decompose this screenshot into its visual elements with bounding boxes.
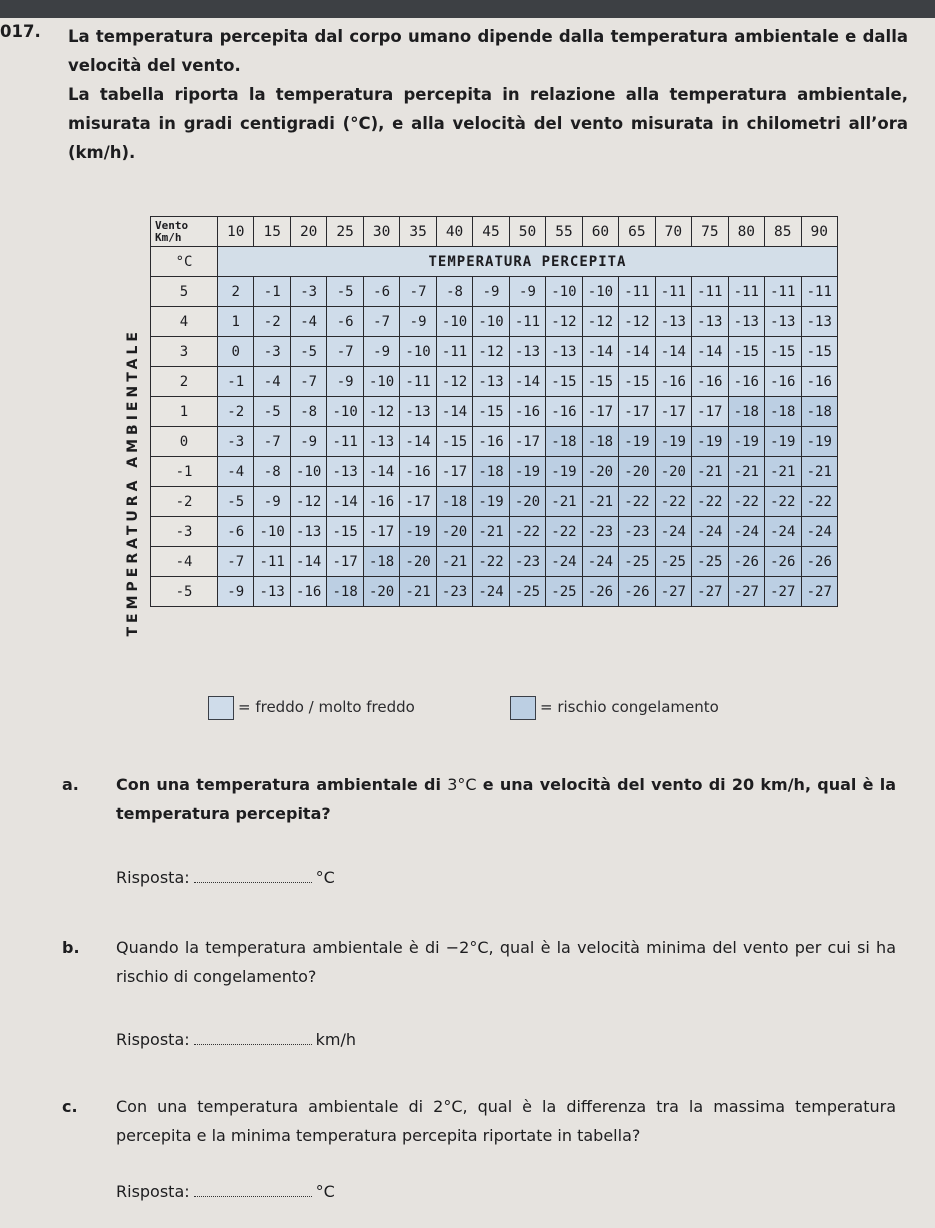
perceived-temperature-cell: -24 bbox=[801, 517, 838, 547]
perceived-temperature-cell: -19 bbox=[619, 427, 655, 457]
perceived-temperature-cell: -11 bbox=[801, 277, 838, 307]
wind-speed-header: 70 bbox=[655, 217, 691, 247]
perceived-temperature-cell: -2 bbox=[254, 307, 290, 337]
perceived-temperature-cell: -21 bbox=[765, 457, 801, 487]
perceived-temperature-cell: -13 bbox=[254, 577, 290, 607]
perceived-temperature-cell: -17 bbox=[363, 517, 399, 547]
perceived-temperature-cell: -20 bbox=[400, 547, 436, 577]
perceived-temperature-cell: -7 bbox=[290, 367, 326, 397]
perceived-temperature-cell: -8 bbox=[290, 397, 326, 427]
perceived-temperature-cell: -16 bbox=[728, 367, 764, 397]
perceived-temperature-cell: -27 bbox=[692, 577, 728, 607]
perceived-temperature-cell: -19 bbox=[400, 517, 436, 547]
perceived-temperature-cell: -13 bbox=[290, 517, 326, 547]
problem-number: 017. bbox=[0, 22, 41, 41]
perceived-temperature-cell: -14 bbox=[692, 337, 728, 367]
perceived-temperature-cell: -11 bbox=[619, 277, 655, 307]
legend-frost-swatch bbox=[510, 696, 536, 720]
perceived-temperature-cell: -24 bbox=[692, 517, 728, 547]
perceived-temperature-cell: -12 bbox=[473, 337, 509, 367]
perceived-temperature-cell: -27 bbox=[801, 577, 838, 607]
perceived-temperature-cell: -26 bbox=[582, 577, 618, 607]
perceived-temperature-cell: -13 bbox=[509, 337, 545, 367]
perceived-temperature-cell: -22 bbox=[765, 487, 801, 517]
perceived-temperature-cell: -22 bbox=[655, 487, 691, 517]
perceived-temperature-cell: -10 bbox=[546, 277, 582, 307]
perceived-temperature-cell: -21 bbox=[801, 457, 838, 487]
wind-speed-header: 40 bbox=[436, 217, 472, 247]
wind-speed-header: 60 bbox=[582, 217, 618, 247]
perceived-temperature-cell: -18 bbox=[582, 427, 618, 457]
perceived-temperature-cell: -11 bbox=[436, 337, 472, 367]
perceived-temperature-cell: -15 bbox=[801, 337, 838, 367]
perceived-temperature-cell: -27 bbox=[728, 577, 764, 607]
ambient-temperature-header: 1 bbox=[151, 397, 218, 427]
wind-speed-header: 90 bbox=[801, 217, 838, 247]
perceived-temperature-cell: -11 bbox=[765, 277, 801, 307]
ambient-temperature-header: 4 bbox=[151, 307, 218, 337]
perceived-temperature-cell: -3 bbox=[218, 427, 254, 457]
wind-speed-header: 85 bbox=[765, 217, 801, 247]
perceived-temperature-cell: -13 bbox=[546, 337, 582, 367]
perceived-temperature-cell: -21 bbox=[582, 487, 618, 517]
perceived-temperature-cell: -9 bbox=[473, 277, 509, 307]
perceived-temperature-cell: -26 bbox=[801, 547, 838, 577]
perceived-temperature-cell: -2 bbox=[218, 397, 254, 427]
table-row bbox=[151, 397, 838, 427]
legend-cold-label: = freddo / molto freddo bbox=[238, 698, 415, 716]
perceived-temperature-cell: -21 bbox=[473, 517, 509, 547]
perceived-temperature-cell: -14 bbox=[290, 547, 326, 577]
perceived-temperature-cell: -13 bbox=[327, 457, 363, 487]
perceived-temperature-cell: -11 bbox=[400, 367, 436, 397]
wind-speed-header: 50 bbox=[509, 217, 545, 247]
perceived-temperature-cell: -19 bbox=[509, 457, 545, 487]
ambient-temperature-header: 5 bbox=[151, 277, 218, 307]
perceived-temperature-cell: -27 bbox=[655, 577, 691, 607]
perceived-temperature-cell: -6 bbox=[327, 307, 363, 337]
perceived-temperature-cell: -7 bbox=[400, 277, 436, 307]
perceived-temperature-cell: -22 bbox=[801, 487, 838, 517]
perceived-temperature-cell: -14 bbox=[400, 427, 436, 457]
perceived-temperature-cell: -10 bbox=[582, 277, 618, 307]
perceived-temperature-cell: -16 bbox=[801, 367, 838, 397]
perceived-temperature-cell: -20 bbox=[436, 517, 472, 547]
perceived-temperature-cell: -9 bbox=[290, 427, 326, 457]
wind-speed-header: 80 bbox=[728, 217, 764, 247]
photo-top-edge bbox=[0, 0, 935, 18]
perceived-temperature-cell: -22 bbox=[728, 487, 764, 517]
perceived-temperature-cell: -4 bbox=[290, 307, 326, 337]
wind-chill-table bbox=[150, 216, 838, 607]
perceived-temperature-cell: -13 bbox=[692, 307, 728, 337]
problem-intro: La temperatura percepita dal corpo umano dipende dalla temperatura ambientale e dalla velocità del vento. bbox=[68, 27, 908, 75]
perceived-temperature-cell: -6 bbox=[218, 517, 254, 547]
perceived-temperature-cell: -12 bbox=[619, 307, 655, 337]
perceived-temperature-cell: -18 bbox=[363, 547, 399, 577]
perceived-temperature-cell: -15 bbox=[728, 337, 764, 367]
perceived-temperature-cell: -10 bbox=[363, 367, 399, 397]
perceived-temperature-banner: TEMPERATURA PERCEPITA bbox=[218, 247, 838, 277]
perceived-temperature-cell: -23 bbox=[509, 547, 545, 577]
answer-b-blank[interactable] bbox=[194, 1030, 312, 1045]
perceived-temperature-cell: -11 bbox=[692, 277, 728, 307]
perceived-temperature-cell: -18 bbox=[801, 397, 838, 427]
wind-speed-header: 45 bbox=[473, 217, 509, 247]
table-row bbox=[151, 487, 838, 517]
perceived-temperature-cell: -19 bbox=[546, 457, 582, 487]
perceived-temperature-cell: -12 bbox=[290, 487, 326, 517]
perceived-temperature-cell: -17 bbox=[655, 397, 691, 427]
perceived-temperature-cell: -15 bbox=[436, 427, 472, 457]
ambient-temperature-header: -4 bbox=[151, 547, 218, 577]
perceived-temperature-cell: -11 bbox=[327, 427, 363, 457]
perceived-temperature-cell: -15 bbox=[582, 367, 618, 397]
table-row bbox=[151, 577, 838, 607]
perceived-temperature-cell: -5 bbox=[290, 337, 326, 367]
perceived-temperature-cell: -25 bbox=[509, 577, 545, 607]
perceived-temperature-cell: -23 bbox=[436, 577, 472, 607]
ambient-temperature-header: 2 bbox=[151, 367, 218, 397]
perceived-temperature-cell: -22 bbox=[509, 517, 545, 547]
wind-speed-header: 35 bbox=[400, 217, 436, 247]
perceived-temperature-cell: -24 bbox=[582, 547, 618, 577]
perceived-temperature-cell: -19 bbox=[765, 427, 801, 457]
perceived-temperature-cell: -14 bbox=[509, 367, 545, 397]
perceived-temperature-cell: -18 bbox=[546, 427, 582, 457]
perceived-temperature-cell: -18 bbox=[436, 487, 472, 517]
perceived-temperature-cell: -8 bbox=[436, 277, 472, 307]
perceived-temperature-cell: -10 bbox=[400, 337, 436, 367]
perceived-temperature-cell: -14 bbox=[436, 397, 472, 427]
table-row bbox=[151, 307, 838, 337]
perceived-temperature-cell: -12 bbox=[546, 307, 582, 337]
perceived-temperature-cell: -10 bbox=[254, 517, 290, 547]
perceived-temperature-cell: -16 bbox=[692, 367, 728, 397]
perceived-temperature-cell: -11 bbox=[254, 547, 290, 577]
perceived-temperature-cell: -7 bbox=[363, 307, 399, 337]
answer-c-blank[interactable] bbox=[194, 1182, 312, 1197]
perceived-temperature-cell: -22 bbox=[619, 487, 655, 517]
perceived-temperature-cell: -3 bbox=[254, 337, 290, 367]
perceived-temperature-cell: -24 bbox=[728, 517, 764, 547]
perceived-temperature-cell: -18 bbox=[728, 397, 764, 427]
problem-text bbox=[68, 22, 908, 167]
celsius-unit-label: °C bbox=[151, 247, 218, 277]
perceived-temperature-cell: -10 bbox=[473, 307, 509, 337]
perceived-temperature-cell: -17 bbox=[619, 397, 655, 427]
ambient-temperature-header: -2 bbox=[151, 487, 218, 517]
perceived-temperature-cell: -19 bbox=[801, 427, 838, 457]
perceived-temperature-cell: -22 bbox=[473, 547, 509, 577]
perceived-temperature-cell: -17 bbox=[582, 397, 618, 427]
ambient-temperature-header: -1 bbox=[151, 457, 218, 487]
perceived-temperature-cell: -1 bbox=[254, 277, 290, 307]
banner-row bbox=[151, 247, 838, 277]
wind-speed-header: 10 bbox=[218, 217, 254, 247]
perceived-temperature-cell: -20 bbox=[655, 457, 691, 487]
perceived-temperature-cell: -7 bbox=[218, 547, 254, 577]
perceived-temperature-cell: -25 bbox=[619, 547, 655, 577]
perceived-temperature-cell: -26 bbox=[728, 547, 764, 577]
perceived-temperature-cell: -13 bbox=[363, 427, 399, 457]
table-row bbox=[151, 337, 838, 367]
perceived-temperature-cell: -13 bbox=[801, 307, 838, 337]
legend-cold-swatch bbox=[208, 696, 234, 720]
perceived-temperature-cell: -4 bbox=[218, 457, 254, 487]
problem-description: La tabella riporta la temperatura percepita in relazione alla temperatura ambientale, misurata in gradi centigradi (°C), e alla velocità del vento misurata in chilometri all’ora (km/h). bbox=[68, 85, 908, 162]
perceived-temperature-cell: -1 bbox=[218, 367, 254, 397]
perceived-temperature-cell: -20 bbox=[363, 577, 399, 607]
perceived-temperature-cell: -14 bbox=[327, 487, 363, 517]
answer-a-blank[interactable] bbox=[194, 868, 312, 883]
perceived-temperature-cell: 0 bbox=[218, 337, 254, 367]
wind-speed-header: 55 bbox=[546, 217, 582, 247]
wind-speed-header-row bbox=[151, 217, 838, 247]
ambient-temperature-header: -5 bbox=[151, 577, 218, 607]
perceived-temperature-cell: -20 bbox=[619, 457, 655, 487]
perceived-temperature-cell: -16 bbox=[400, 457, 436, 487]
table-row bbox=[151, 277, 838, 307]
perceived-temperature-cell: -17 bbox=[400, 487, 436, 517]
perceived-temperature-cell: -26 bbox=[765, 547, 801, 577]
perceived-temperature-cell: -21 bbox=[400, 577, 436, 607]
perceived-temperature-cell: -20 bbox=[509, 487, 545, 517]
perceived-temperature-cell: -7 bbox=[254, 427, 290, 457]
perceived-temperature-cell: -17 bbox=[327, 547, 363, 577]
perceived-temperature-cell: -9 bbox=[327, 367, 363, 397]
wind-speed-header: 30 bbox=[363, 217, 399, 247]
perceived-temperature-cell: -27 bbox=[765, 577, 801, 607]
perceived-temperature-cell: -15 bbox=[619, 367, 655, 397]
perceived-temperature-cell: -13 bbox=[473, 367, 509, 397]
perceived-temperature-cell: -21 bbox=[692, 457, 728, 487]
perceived-temperature-cell: -21 bbox=[436, 547, 472, 577]
perceived-temperature-cell: -16 bbox=[655, 367, 691, 397]
perceived-temperature-cell: -19 bbox=[692, 427, 728, 457]
wind-speed-header: 25 bbox=[327, 217, 363, 247]
perceived-temperature-cell: -15 bbox=[473, 397, 509, 427]
perceived-temperature-cell: -17 bbox=[436, 457, 472, 487]
perceived-temperature-cell: -11 bbox=[655, 277, 691, 307]
perceived-temperature-cell: -14 bbox=[655, 337, 691, 367]
wind-speed-header: 65 bbox=[619, 217, 655, 247]
perceived-temperature-cell: -18 bbox=[765, 397, 801, 427]
perceived-temperature-cell: -18 bbox=[327, 577, 363, 607]
perceived-temperature-cell: 2 bbox=[218, 277, 254, 307]
wind-chill-table-container bbox=[150, 216, 838, 607]
perceived-temperature-cell: -9 bbox=[254, 487, 290, 517]
perceived-temperature-cell: -14 bbox=[363, 457, 399, 487]
perceived-temperature-cell: -17 bbox=[509, 427, 545, 457]
perceived-temperature-cell: -4 bbox=[254, 367, 290, 397]
perceived-temperature-cell: -14 bbox=[619, 337, 655, 367]
perceived-temperature-cell: -12 bbox=[582, 307, 618, 337]
perceived-temperature-cell: -15 bbox=[546, 367, 582, 397]
perceived-temperature-cell: -24 bbox=[473, 577, 509, 607]
perceived-temperature-cell: 1 bbox=[218, 307, 254, 337]
perceived-temperature-cell: -16 bbox=[546, 397, 582, 427]
perceived-temperature-cell: -16 bbox=[473, 427, 509, 457]
perceived-temperature-cell: -19 bbox=[473, 487, 509, 517]
perceived-temperature-cell: -16 bbox=[363, 487, 399, 517]
perceived-temperature-cell: -20 bbox=[582, 457, 618, 487]
perceived-temperature-cell: -13 bbox=[728, 307, 764, 337]
perceived-temperature-cell: -15 bbox=[327, 517, 363, 547]
perceived-temperature-cell: -18 bbox=[473, 457, 509, 487]
wind-speed-header: 75 bbox=[692, 217, 728, 247]
perceived-temperature-cell: -16 bbox=[509, 397, 545, 427]
table-row bbox=[151, 427, 838, 457]
perceived-temperature-cell: -7 bbox=[327, 337, 363, 367]
perceived-temperature-cell: -6 bbox=[363, 277, 399, 307]
perceived-temperature-cell: -16 bbox=[290, 577, 326, 607]
perceived-temperature-cell: -23 bbox=[619, 517, 655, 547]
table-row bbox=[151, 457, 838, 487]
perceived-temperature-cell: -25 bbox=[692, 547, 728, 577]
perceived-temperature-cell: -5 bbox=[254, 397, 290, 427]
answer-a: Risposta: °C bbox=[116, 868, 335, 887]
perceived-temperature-cell: -10 bbox=[290, 457, 326, 487]
answer-c: Risposta: °C bbox=[116, 1182, 335, 1201]
perceived-temperature-cell: -5 bbox=[327, 277, 363, 307]
perceived-temperature-cell: -13 bbox=[400, 397, 436, 427]
perceived-temperature-cell: -12 bbox=[436, 367, 472, 397]
perceived-temperature-cell: -22 bbox=[692, 487, 728, 517]
perceived-temperature-cell: -25 bbox=[546, 577, 582, 607]
perceived-temperature-cell: -22 bbox=[546, 517, 582, 547]
perceived-temperature-cell: -8 bbox=[254, 457, 290, 487]
ambient-temperature-axis-label: TEMPERATURA AMBIENTALE bbox=[125, 327, 141, 637]
table-row bbox=[151, 517, 838, 547]
perceived-temperature-cell: -9 bbox=[363, 337, 399, 367]
perceived-temperature-cell: -9 bbox=[218, 577, 254, 607]
legend-frost-label: = rischio congelamento bbox=[540, 698, 719, 716]
perceived-temperature-cell: -14 bbox=[582, 337, 618, 367]
perceived-temperature-cell: -19 bbox=[728, 427, 764, 457]
perceived-temperature-cell: -26 bbox=[619, 577, 655, 607]
perceived-temperature-cell: -11 bbox=[509, 307, 545, 337]
perceived-temperature-cell: -11 bbox=[728, 277, 764, 307]
perceived-temperature-cell: -15 bbox=[765, 337, 801, 367]
ambient-temperature-header: 0 bbox=[151, 427, 218, 457]
ambient-temperature-header: -3 bbox=[151, 517, 218, 547]
table-row bbox=[151, 367, 838, 397]
perceived-temperature-cell: -21 bbox=[546, 487, 582, 517]
perceived-temperature-cell: -23 bbox=[582, 517, 618, 547]
table-row bbox=[151, 547, 838, 577]
perceived-temperature-cell: -25 bbox=[655, 547, 691, 577]
perceived-temperature-cell: -24 bbox=[546, 547, 582, 577]
perceived-temperature-cell: -12 bbox=[363, 397, 399, 427]
perceived-temperature-cell: -3 bbox=[290, 277, 326, 307]
perceived-temperature-cell: -10 bbox=[436, 307, 472, 337]
perceived-temperature-cell: -10 bbox=[327, 397, 363, 427]
perceived-temperature-cell: -16 bbox=[765, 367, 801, 397]
wind-speed-corner-label: Vento Km/h bbox=[151, 217, 218, 247]
perceived-temperature-cell: -5 bbox=[218, 487, 254, 517]
perceived-temperature-cell: -9 bbox=[509, 277, 545, 307]
perceived-temperature-cell: -19 bbox=[655, 427, 691, 457]
perceived-temperature-cell: -21 bbox=[728, 457, 764, 487]
perceived-temperature-cell: -9 bbox=[400, 307, 436, 337]
ambient-temperature-header: 3 bbox=[151, 337, 218, 367]
perceived-temperature-cell: -24 bbox=[765, 517, 801, 547]
answer-b: Risposta: km/h bbox=[116, 1030, 357, 1049]
wind-speed-header: 15 bbox=[254, 217, 290, 247]
perceived-temperature-cell: -17 bbox=[692, 397, 728, 427]
perceived-temperature-cell: -13 bbox=[655, 307, 691, 337]
perceived-temperature-cell: -24 bbox=[655, 517, 691, 547]
wind-speed-header: 20 bbox=[290, 217, 326, 247]
perceived-temperature-cell: -13 bbox=[765, 307, 801, 337]
